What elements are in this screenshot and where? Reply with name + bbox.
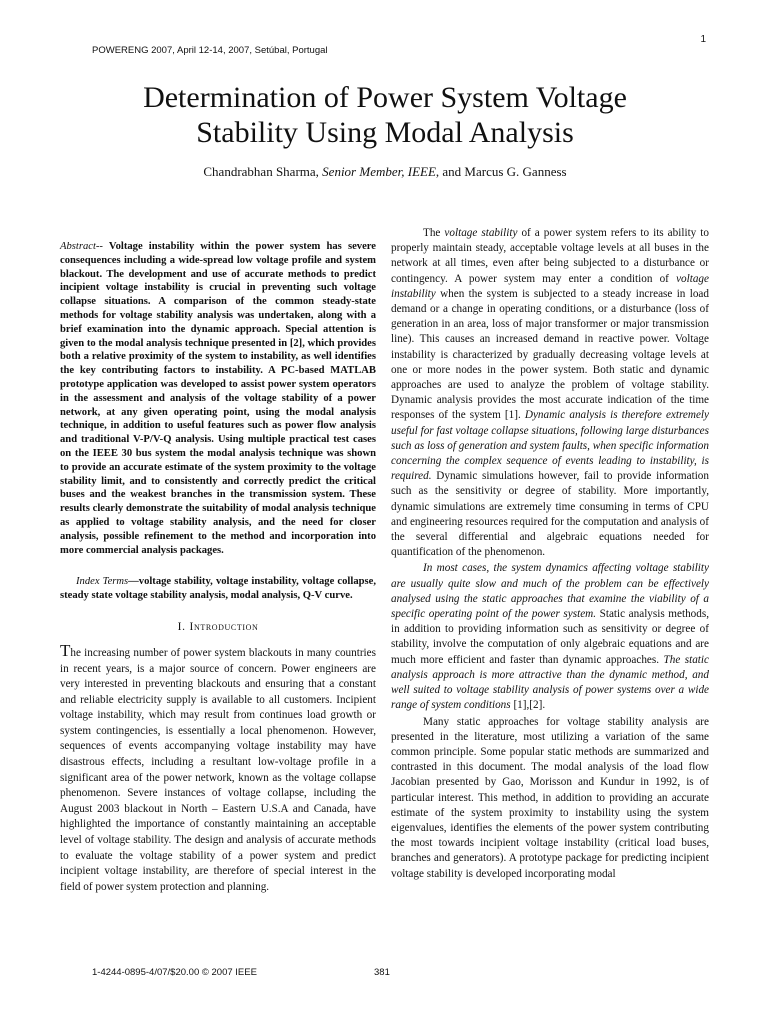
page-number: 1 xyxy=(700,34,706,45)
text-run-italic: The static analysis approach is more attractive than the dynamic method, and well suited to voltage stability analysis of power systems over a wide range of system conditions xyxy=(391,653,709,712)
index-terms xyxy=(60,575,376,603)
footer-page-number: 381 xyxy=(374,967,390,978)
right-column xyxy=(391,226,709,882)
paragraph-voltage-stability xyxy=(391,226,709,560)
text-run-italic: Dynamic analysis is therefore extremely useful for fast voltage collapse situations, following large disturbances such as loss of generation and system faults, when specific information concerning the complex sequence of events leading to instability, is required. xyxy=(391,409,709,483)
abstract-lead: Abstract-- xyxy=(60,241,103,252)
paper-title xyxy=(60,80,710,150)
abstract xyxy=(60,240,376,557)
text-run: of a power system refers to its ability to properly maintain steady, acceptable voltage levels at all buses in the network at all times, even after being subjected to a disturbance or contingency. A power system may enter a condition of xyxy=(391,227,709,285)
section-title: Introduction xyxy=(189,620,259,633)
footer-isbn: 1-4244-0895-4/07/$20.00 © 2007 IEEE xyxy=(92,967,257,978)
introduction-paragraph xyxy=(60,640,376,896)
section-number: I. xyxy=(177,620,186,633)
introduction-text: he increasing number of power system blackouts in many countries in recent years, is a major source of concern. Power engineers are very interested in preventing blackouts and ensuring that a constant and reliable electricity supply is available to all customers. Incipient voltage instability, which may result from continues load growth or system contingencies, is essentially a local phenomenon. However, sequences of events accompanying voltage instability may have disastrous effects, including a resultant low-voltage profile in a significant area of the power network, known as the voltage collapse phenomenon. Severe instances of voltage collapse, including the August 2003 blackout in North – Eastern U.S.A and Canada, have highlighted the importance of constantly maintaining an acceptable level of voltage stability. The design and analysis of accurate methods to evaluate the voltage stability of a power system and predict incipient voltage instability, are therefore of special interest in the field of power system protection and planning. xyxy=(60,646,376,893)
section-heading-introduction xyxy=(60,621,376,633)
title-line-1: Determination of Power System Voltage xyxy=(143,81,627,114)
text-run-italic: In most cases, the system dynamics affecting voltage stability are usually quite slow and much of the problem can be effectively analysed using the static approaches that examine the viability of a specific operating point of the power system. xyxy=(391,562,709,621)
left-column xyxy=(60,240,376,895)
paragraph-static-approaches xyxy=(391,561,709,713)
abstract-text: Voltage instability within the power system has severe consequences including a wide-spread low voltage profile and system blackout. The development and use of accurate methods to predict incipient voltage instability is crucial in preventing such voltage collapse situations. A comparison of the common steady-state methods for voltage stability analysis was undertaken, along with a brief examination into the dynamic approach. Special attention is given to the modal analysis technique presented in [2], which provides both a relative proximity of the system to instability, as well identifies the key contributing factors to instability. A PC-based MATLAB prototype application was developed to assist power system operators in the assessment and analysis of the voltage stability of a power network, at any given operating point, using the modal analysis technique, in addition to useful features such as power flow analysis and traditional V-P/V-Q analysis. Using multiple practical test cases on the IEEE 30 bus system the modal analysis technique was shown to provide an accurate estimate of the system proximity to the voltage stability limit, and to consistently and correctly predict the critical buses and the weakest branches in the transmission system. These results clearly demonstrate the suitability of modal analysis technique as applied to voltage stability analysis, and the need for closer analysis, possible refinement to the method and incorporation into more commercial analysis packages. xyxy=(60,241,376,556)
paragraph-static-methods: Many static approaches for voltage stability analysis are presented in the literature, most utilizing a variation of the same common principle. Some popular static methods are summarized and contrasted in this document. The modal analysis of the load flow Jacobian presented by Gao, Morisson and Kundur in 1992, is of particular interest. This method, in addition to providing an accurate estimate of the system proximity to instability using the system eigenvalues, identifies the elements of the power system contributing the most towards incipient voltage instability (critical load buses, branches and generators). A prototype package for predicting incipient voltage stability is developed incorporating modal xyxy=(391,715,709,880)
text-run-italic: voltage stability xyxy=(444,227,518,239)
index-terms-lead: Index Terms xyxy=(76,576,129,588)
text-run-italic: voltage instability xyxy=(391,272,709,300)
text-run: Static analysis methods, in addition to providing information such as sensitivity or degree of stability, involve the computation of only algebraic equations and are much more efficient and faster than dynamic approaches. xyxy=(391,608,709,666)
text-run: [1],[2]. xyxy=(510,699,546,712)
author-rest: , and Marcus G. Ganness xyxy=(435,164,567,179)
text-run: The xyxy=(423,227,445,239)
text-run: when the system is subjected to a steady increase in load demand or a change in operating conditions, or a disturbance (loss of generation in an area, loss of major transformer or major transmission line). This causes an increased demand in reactive power. Voltage instability is characterized by gradually decreasing voltage levels at one or more nodes in the power system. Both static and dynamic approaches are used to analyze the problem of voltage stability. Dynamic analysis provides the most accurate indication of the time responses of the system [1]. xyxy=(391,287,709,422)
conference-header: POWERENG 2007, April 12-14, 2007, Setúbal, Portugal xyxy=(92,45,328,56)
index-terms-text: —voltage stability, voltage instability, voltage collapse, steady state voltage stability analysis, modal analysis, Q-V curve. xyxy=(60,576,376,602)
author-first: Chandrabhan Sharma, xyxy=(203,164,323,179)
title-line-2: Stability Using Modal Analysis xyxy=(196,116,574,149)
author-line xyxy=(60,164,710,180)
author-first-role: Senior Member, IEEE xyxy=(322,164,436,179)
text-run: Dynamic simulations however, fail to provide information such as the sensitivity or degree of stability. More importantly, dynamic simulations are extremely time consuming in terms of CPU and engineering resources required for the computation and analysis of the several differential and algebraic equations needed for quantification of the phenomenon. xyxy=(391,470,709,559)
drop-cap: T xyxy=(60,640,71,660)
